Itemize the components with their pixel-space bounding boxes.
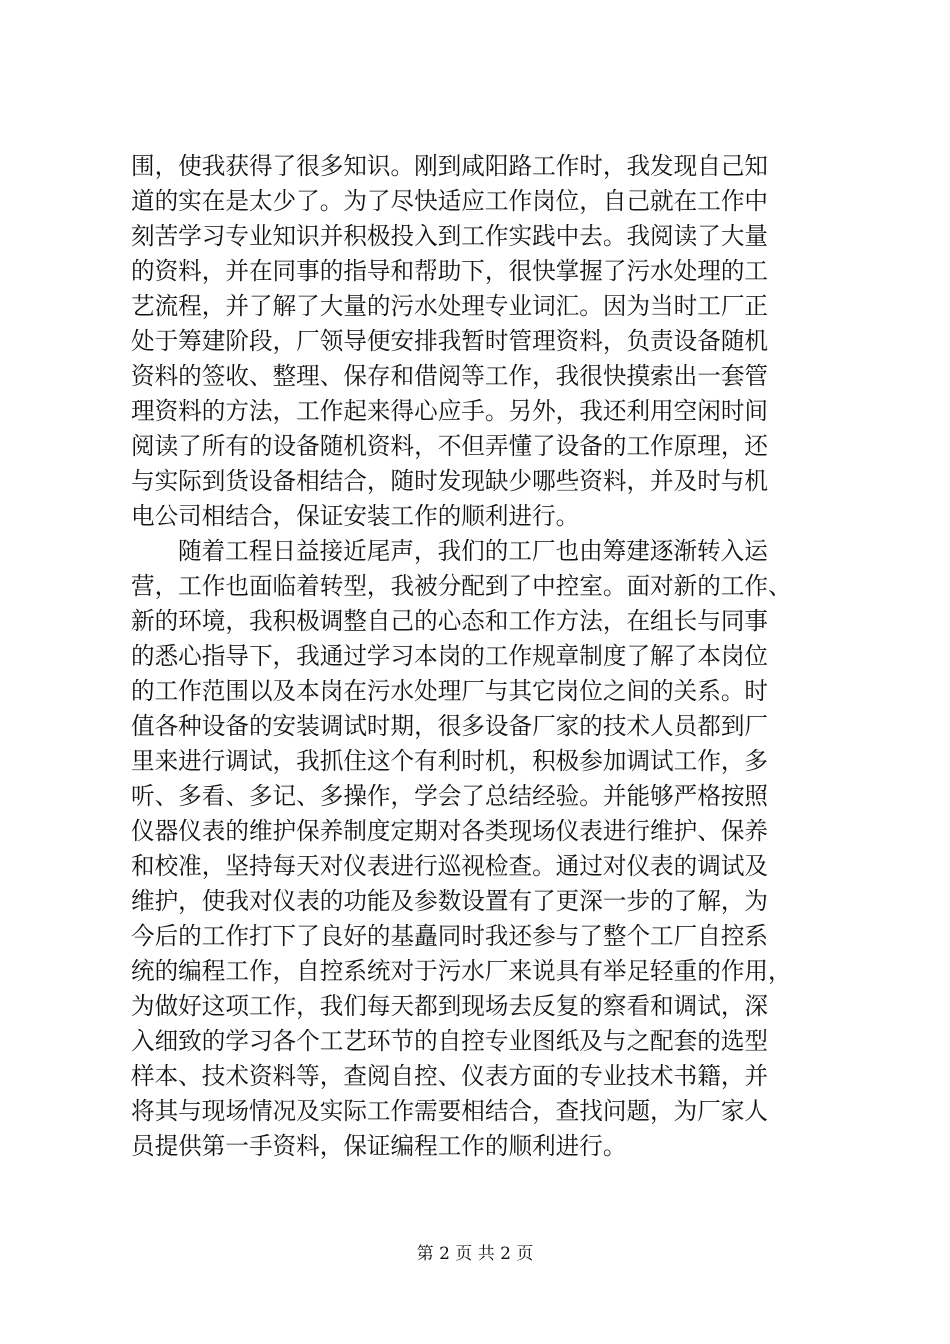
text-line: 理资料的方法，工作起来得心应手。另外，我还利用空闲时间 <box>131 397 769 425</box>
text-line: 围，使我获得了很多知识。刚到咸阳路工作时，我发现自己知 <box>131 152 769 180</box>
text-line: 处于筹建阶段，厂领导便安排我暂时管理资料，负责设备随机 <box>131 327 769 355</box>
text-line: 统的编程工作，自控系统对于污水厂来说具有举足轻重的作用， <box>131 957 792 985</box>
page-number-footer: 第 2 页 共 2 页 <box>416 1244 534 1264</box>
paragraph-1 <box>131 149 843 534</box>
text-line: 刻苦学习专业知识并积极投入到工作实践中去。我阅读了大量 <box>131 222 769 250</box>
text-line: 为做好这项工作，我们每天都到现场去反复的察看和调试，深 <box>131 992 769 1020</box>
text-line: 电公司相结合，保证安装工作的顺利进行。 <box>131 502 580 530</box>
text-line: 的工作范围以及本岗在污水处理厂与其它岗位之间的关系。时 <box>131 677 769 705</box>
text-line: 样本、技术资料等，查阅自控、仪表方面的专业技术书籍，并 <box>131 1062 769 1090</box>
paragraph-2 <box>131 534 843 1164</box>
body-text <box>131 149 843 1164</box>
text-line: 与实际到货设备相结合，随时发现缺少哪些资料，并及时与机 <box>131 467 769 495</box>
text-line: 的悉心指导下，我通过学习本岗的工作规章制度了解了本岗位 <box>131 642 769 670</box>
text-line: 员提供第一手资料，保证编程工作的顺利进行。 <box>131 1132 627 1160</box>
text-line: 和校准，坚持每天对仪表进行巡视检查。通过对仪表的调试及 <box>131 852 769 880</box>
text-line: 值各种设备的安装调试时期，很多设备厂家的技术人员都到厂 <box>131 712 769 740</box>
text-line: 艺流程，并了解了大量的污水处理专业词汇。因为当时工厂正 <box>131 292 769 320</box>
text-line: 资料的签收、整理、保存和借阅等工作，我很快摸索出一套管 <box>131 362 769 390</box>
text-line: 维护，使我对仪表的功能及参数设置有了更深一步的了解，为 <box>131 887 769 915</box>
text-line: 里来进行调试，我抓住这个有利时机，积极参加调试工作，多 <box>131 747 769 775</box>
text-line: 道的实在是太少了。为了尽快适应工作岗位，自己就在工作中 <box>131 187 769 215</box>
text-line: 将其与现场情况及实际工作需要相结合，查找问题，为厂家人 <box>131 1097 769 1125</box>
text-line: 新的环境，我积极调整自己的心态和工作方法，在组长与同事 <box>131 607 769 635</box>
text-line: 的资料，并在同事的指导和帮助下，很快掌握了污水处理的工 <box>131 257 769 285</box>
text-line: 入细致的学习各个工艺环节的自控专业图纸及与之配套的选型 <box>131 1027 769 1055</box>
text-line: 随着工程日益接近尾声，我们的工厂也由筹建逐渐转入运 <box>178 537 768 565</box>
text-line: 营，工作也面临着转型，我被分配到了中控室。面对新的工作、 <box>131 572 792 600</box>
text-line: 听、多看、多记、多操作，学会了总结经验。并能够严格按照 <box>131 782 769 810</box>
text-line: 今后的工作打下了良好的基矗同时我还参与了整个工厂自控系 <box>131 922 769 950</box>
text-line: 仪器仪表的维护保养制度定期对各类现场仪表进行维护、保养 <box>131 817 769 845</box>
text-line: 阅读了所有的设备随机资料，不但弄懂了设备的工作原理，还 <box>131 432 769 460</box>
